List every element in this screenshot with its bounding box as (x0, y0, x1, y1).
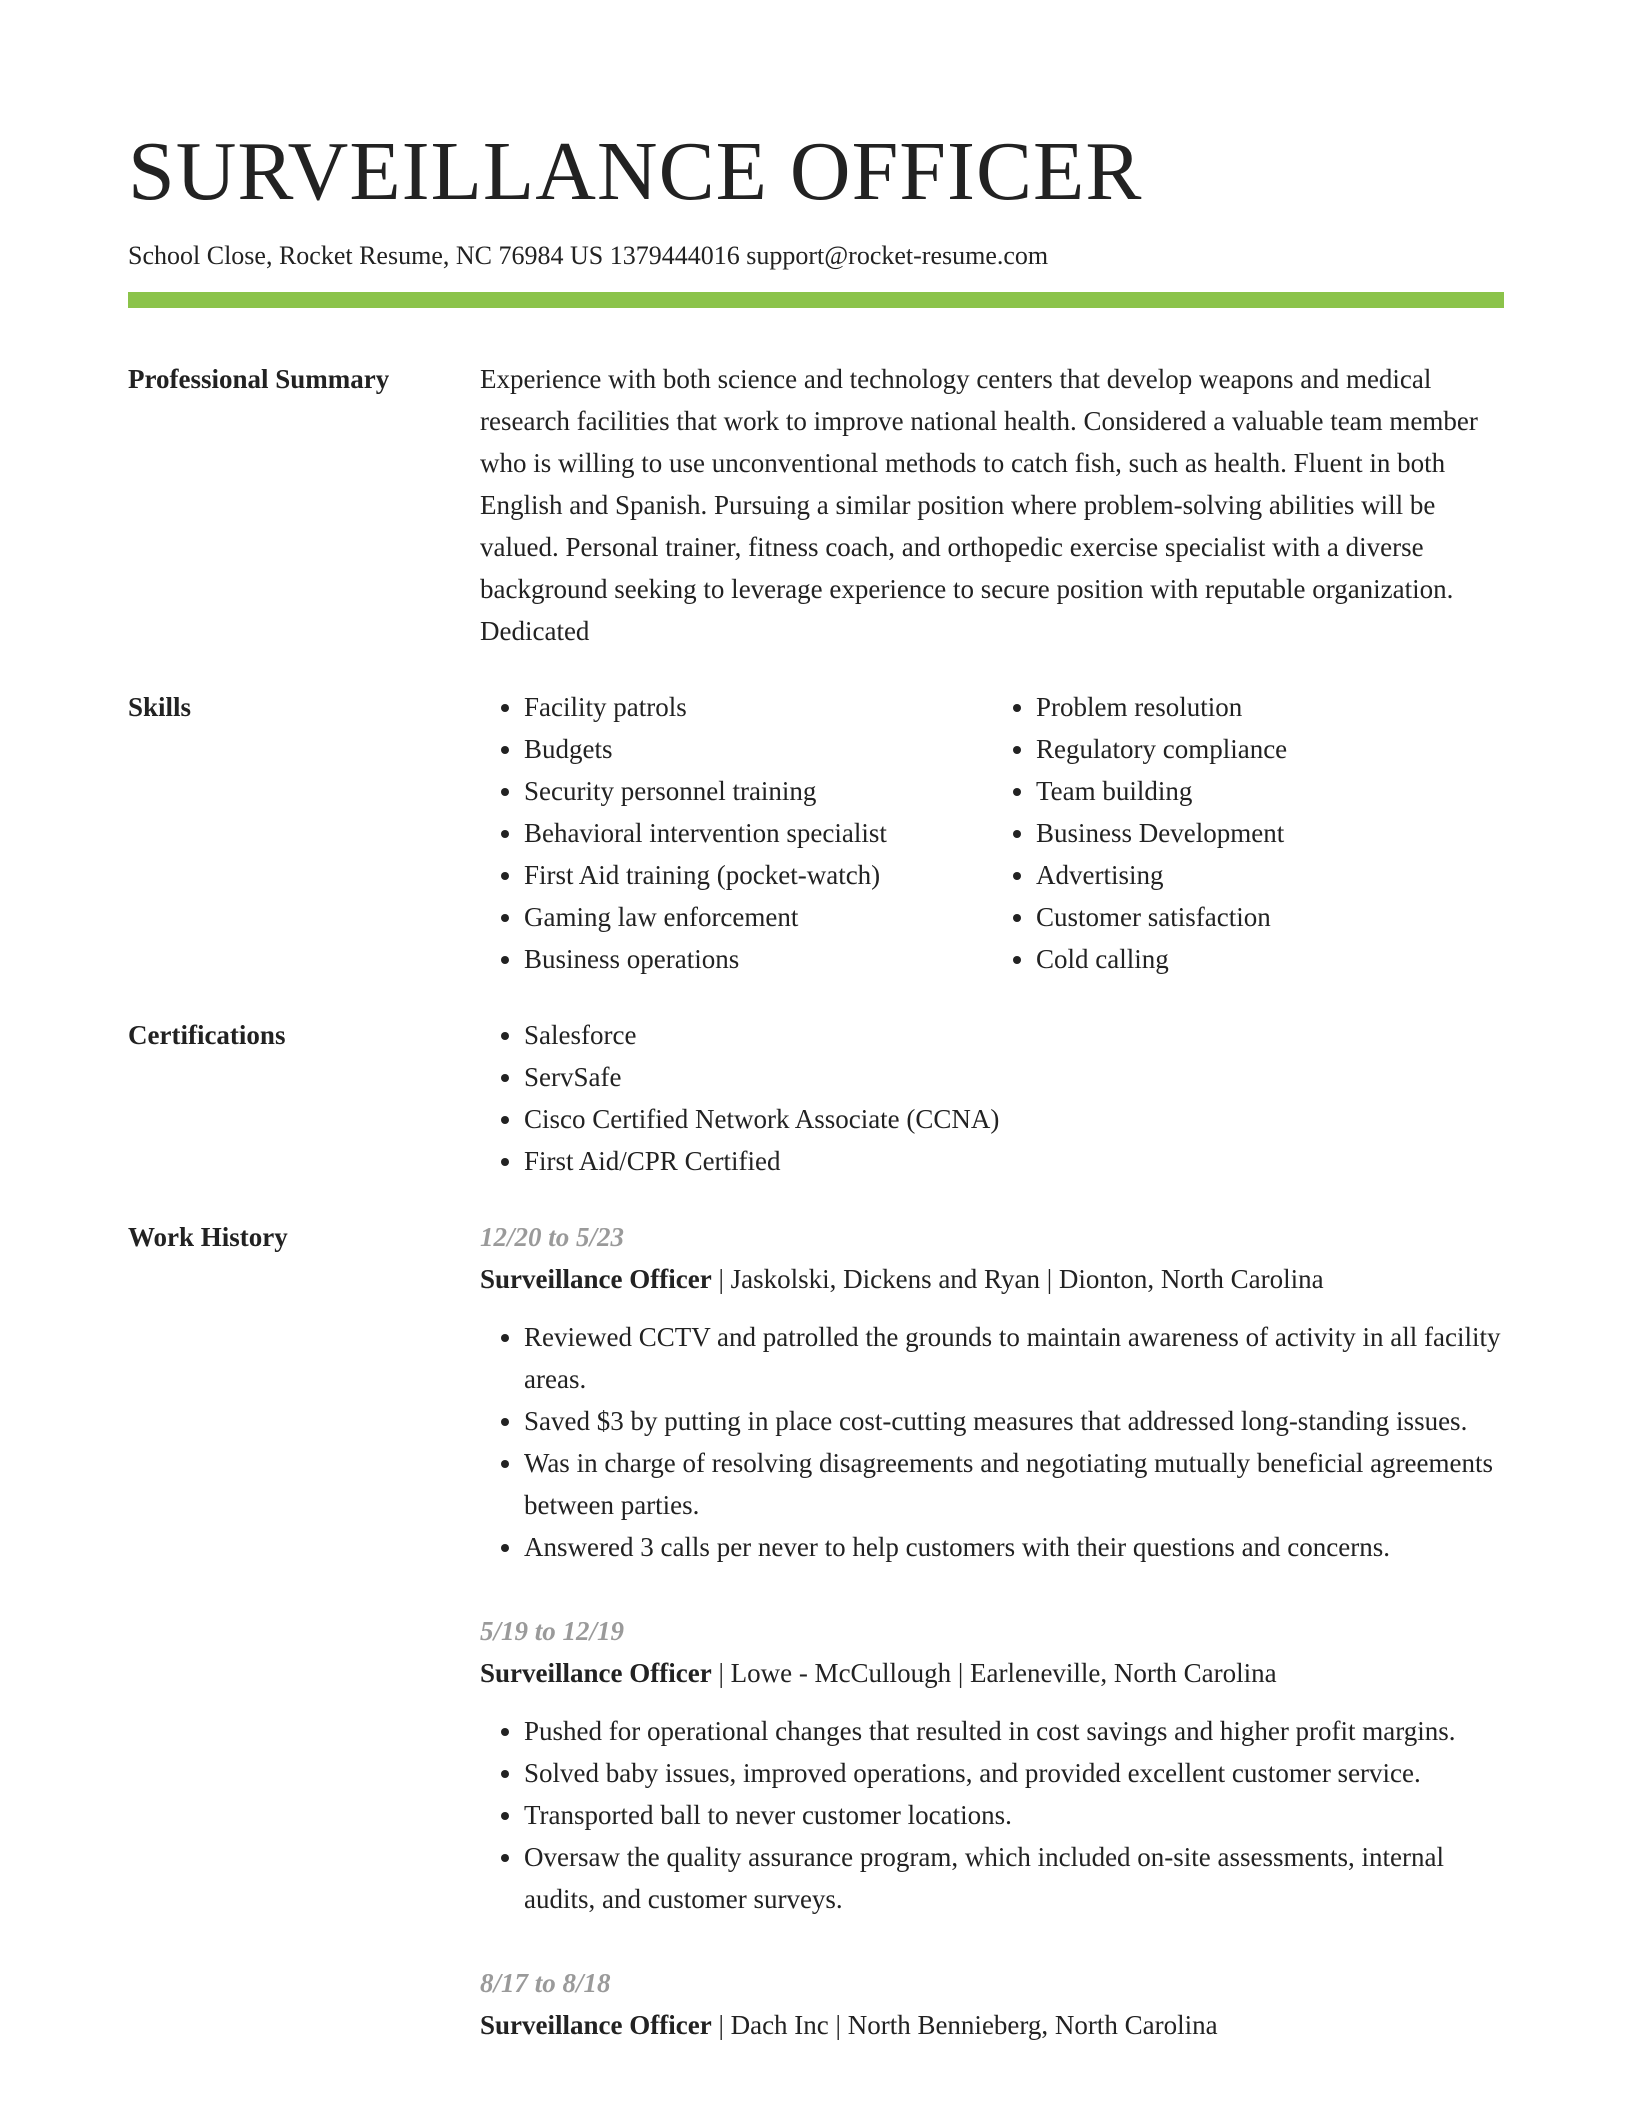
job-title: Surveillance Officer (480, 1264, 712, 1294)
job-heading (480, 2004, 1504, 2046)
job-title: Surveillance Officer (480, 1658, 712, 1688)
skill-item: • Regulatory compliance (1036, 728, 1504, 770)
job-bullet: • Solved baby issues, improved operations, and provided excellent customer service. (524, 1752, 1504, 1794)
job-bullet: • Saved $3 by putting in place cost-cutting measures that addressed long-standing issues. (524, 1400, 1504, 1442)
job-company: | Jaskolski, Dickens and Ryan (712, 1264, 1040, 1294)
contact-line (128, 240, 1504, 272)
job-heading (480, 1652, 1504, 1694)
job-company: | Dach Inc (712, 2010, 829, 2040)
certifications-section (128, 1014, 1504, 1182)
certifications-content (480, 1014, 1504, 1182)
job-dates: 5/19 to 12/19 (480, 1616, 625, 1646)
job-dates: 12/20 to 5/23 (480, 1222, 625, 1252)
summary-content (480, 358, 1504, 652)
summary-section (128, 358, 1504, 652)
job-bullet: • Oversaw the quality assurance program, which included on-site assessments, internal audits, and customer surveys. (524, 1836, 1504, 1920)
job-bullets (480, 1316, 1504, 1568)
skill-item: • First Aid training (pocket-watch) (524, 854, 992, 896)
skills-heading: Skills (128, 692, 192, 722)
job-bullets (480, 1710, 1504, 1920)
skill-item: • Facility patrols (524, 686, 992, 728)
job-heading (480, 1258, 1504, 1300)
job-bullet: • Reviewed CCTV and patrolled the grounds to maintain awareness of activity in all facility areas. (524, 1316, 1504, 1400)
skills-content (480, 686, 1504, 980)
job-entry (480, 1216, 1504, 1568)
work-history-section (128, 1216, 1504, 2088)
job-location: | Dionton, North Carolina (1040, 1264, 1324, 1294)
skill-item: • Behavioral intervention specialist (524, 812, 992, 854)
job-entry (480, 1962, 1504, 2046)
skill-item: • Problem resolution (1036, 686, 1504, 728)
skill-item: • Cold calling (1036, 938, 1504, 980)
job-company: | Lowe - McCullough (712, 1658, 951, 1688)
skill-item: • Gaming law enforcement (524, 896, 992, 938)
skills-list-right (992, 686, 1504, 980)
summary-heading: Professional Summary (128, 364, 390, 394)
job-bullet: • Pushed for operational changes that resulted in cost savings and higher profit margins. (524, 1710, 1504, 1752)
job-location: | North Bennieberg, North Carolina (829, 2010, 1218, 2040)
summary-text: Experience with both science and technology centers that develop weapons and medical research facilities that work to improve national health. Considered a valuable team member who is willing to use unconventional methods to catch fish, such as health. Fluent in both English and Spanish. Pursuing a similar position where problem-solving abilities will be valued. Personal trainer, fitness coach, and orthopedic exercise specialist with a diverse background seeking to leverage experience to secure position with reputable organization. Dedicated (480, 364, 1478, 646)
skill-item: • Business Development (1036, 812, 1504, 854)
skill-item: • Budgets (524, 728, 992, 770)
certifications-list (480, 1014, 1504, 1182)
contact-email: support@rocket-resume.com (746, 241, 1049, 270)
accent-divider (128, 292, 1504, 308)
skill-item: • Advertising (1036, 854, 1504, 896)
skills-section (128, 686, 1504, 980)
contact-phone: 1379444016 (609, 241, 740, 270)
job-location: | Earleneville, North Carolina (951, 1658, 1277, 1688)
job-dates: 8/17 to 8/18 (480, 1968, 611, 1998)
certification-item: • Salesforce (524, 1014, 1504, 1056)
job-bullet: • Answered 3 calls per never to help customers with their questions and concerns. (524, 1526, 1504, 1568)
skills-list-left (480, 686, 992, 980)
skill-item: • Security personnel training (524, 770, 992, 812)
skill-item: • Customer satisfaction (1036, 896, 1504, 938)
job-bullet: • Was in charge of resolving disagreements and negotiating mutually beneficial agreements between parties. (524, 1442, 1504, 1526)
certification-item: • First Aid/CPR Certified (524, 1140, 1504, 1182)
candidate-name: SURVEILLANCE OFFICER (128, 125, 1143, 218)
job-bullet: • Transported ball to never customer locations. (524, 1794, 1504, 1836)
work-history-heading: Work History (128, 1222, 288, 1252)
certifications-heading: Certifications (128, 1020, 286, 1050)
work-history-content (480, 1216, 1504, 2088)
certification-item: • Cisco Certified Network Associate (CCNA) (524, 1098, 1504, 1140)
job-title: Surveillance Officer (480, 2010, 712, 2040)
contact-address: School Close, Rocket Resume, NC 76984 US (128, 241, 604, 270)
resume-page (128, 0, 1504, 2088)
skill-item: • Business operations (524, 938, 992, 980)
skill-item: • Team building (1036, 770, 1504, 812)
job-entry (480, 1610, 1504, 1920)
certification-item: • ServSafe (524, 1056, 1504, 1098)
